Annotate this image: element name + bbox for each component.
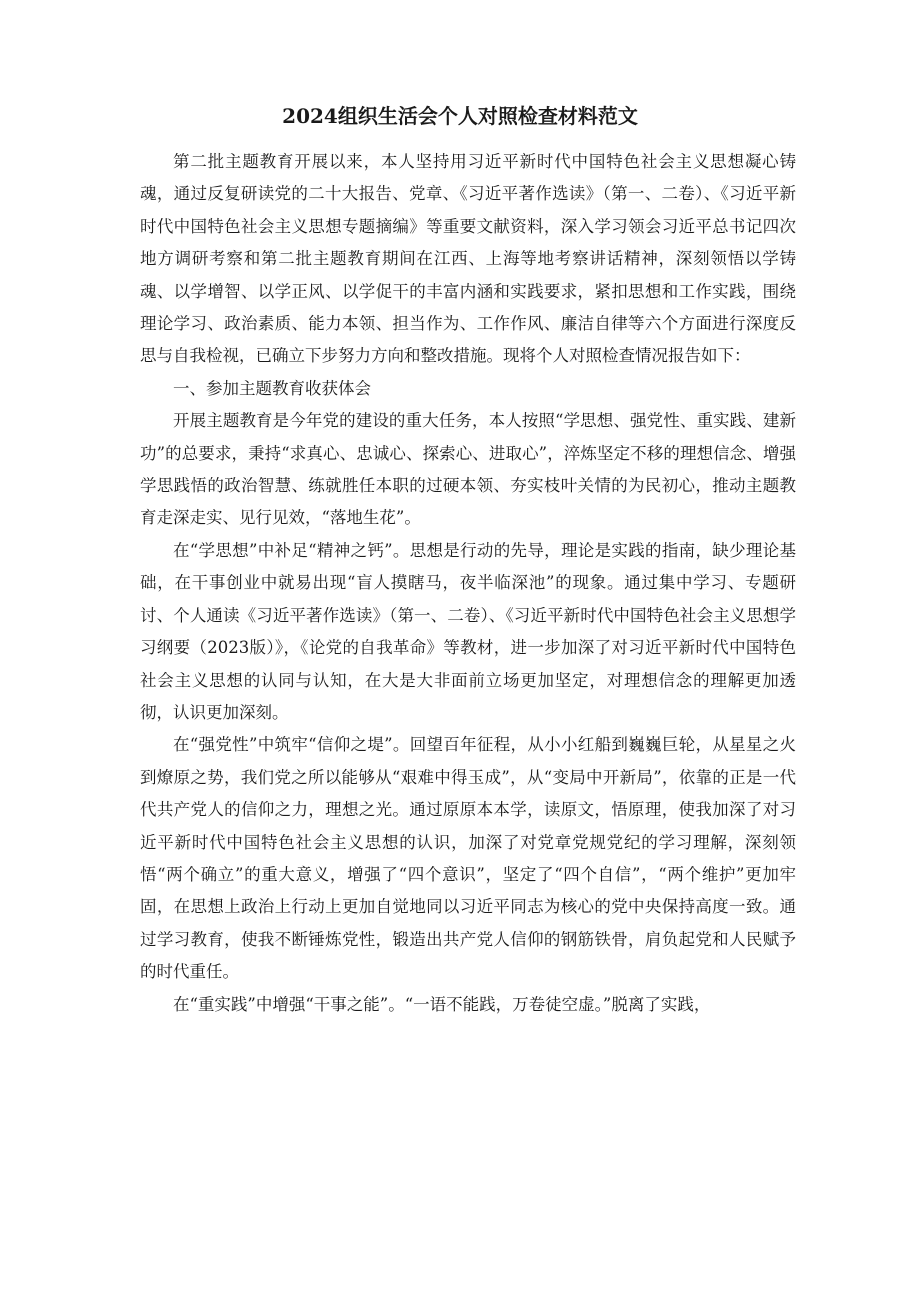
section-heading: 一、参加主题教育收获体会	[173, 378, 371, 398]
paragraph-overview: 开展主题教育是今年党的建设的重大任务，本人按照“学思想、强党性、重实践、建新功”的总要求，秉持“求真心、忠诚心、探索心、进取心”，淬炼坚定不移的理想信念、增强学思践悟的政治智慧、练就胜任本职的过硬本领、夯实枝叶关情的为民初心，推动主题教育走深走实、见行见效，“落地生花”。	[140, 411, 796, 528]
document-body	[140, 146, 796, 1021]
paragraph-study-thought: 在“学思想”中补足“精神之钙”。思想是行动的先导，理论是实践的指南，缺少理论基础，在干事创业中就易出现“盲人摸瞎马，夜半临深池”的现象。通过集中学习、专题研讨、个人通读《习近平著作选读》（第一、二卷）、《习近平新时代中国特色社会主义思想学习纲要（2023版）》，《论党的自我革命》等教材，进一步加深了对习近平新时代中国特色社会主义思想的认同与认知，在大是大非面前立场更加坚定，对理想信念的理解更加透彻，认识更加深刻。	[140, 540, 796, 722]
paragraph-practice: 在“重实践”中增强“干事之能”。“一语不能践，万卷徒空虚。”脱离了实践，	[173, 994, 711, 1014]
paragraph-intro: 第二批主题教育开展以来，本人坚持用习近平新时代中国特色社会主义思想凝心铸魂，通过反复研读党的二十大报告、党章、《习近平著作选读》（第一、二卷）、《习近平新时代中国特色社会主义思想专题摘编》等重要文献资料，深入学习领会习近平总书记四次地方调研考察和第二批主题教育期间在江西、上海等地考察讲话精神，深刻领悟以学铸魂、以学增智、以学正风、以学促干的丰富内涵和实践要求，紧扣思想和工作实践，围绕理论学习、政治素质、能力本领、担当作为、工作作风、廉洁自律等六个方面进行深度反思与自我检视，已确立下步努力方向和整改措施。现将个人对照检查情况报告如下：	[140, 152, 796, 366]
paragraph-party-spirit: 在“强党性”中筑牢“信仰之堤”。回望百年征程，从小小红船到巍巍巨轮，从星星之火到燎原之势，我们党之所以能够从“艰难中得玉成”，从“变局中开新局”，依靠的正是一代代共产党人的信仰之力，理想之光。通过原原本本学，读原文，悟原理，使我加深了对习近平新时代中国特色社会主义思想的认识，加深了对党章党规党纪的学习理解，深刻领悟“两个确立”的重大意义，增强了“四个意识”，坚定了“四个自信”，“两个维护”更加牢固，在思想上政治上行动上更加自觉地同以习近平同志为核心的党中央保持高度一致。通过学习教育，使我不断锤炼党性，锻造出共产党人信仰的钢筋铁骨，肩负起党和人民赋予的时代重任。	[140, 735, 796, 982]
document-title: 2024组织生活会个人对照检查材料范文	[282, 104, 638, 128]
